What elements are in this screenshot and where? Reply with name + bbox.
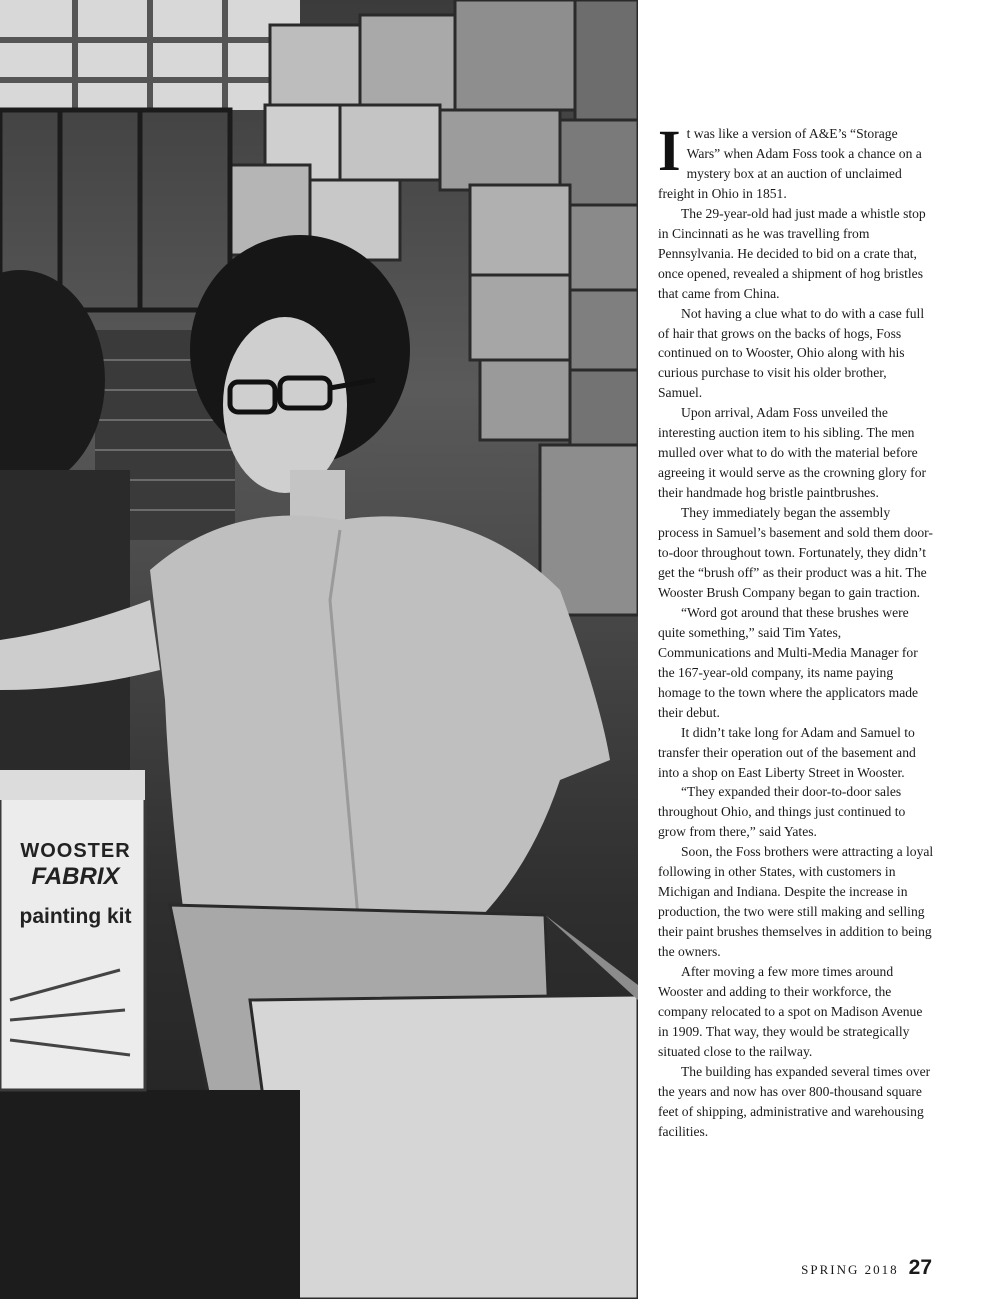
issue-season: SPRING 2018 [801,1262,899,1277]
kit-box-brand: WOOSTER [20,840,131,862]
article-paragraph: Upon arrival, Adam Foss unveiled the interesting auction item to his sibling. The men mulled over what to do with the material before agreeing it would serve as the crowning glory for their handmade hog bristle paintbrushes. [658,405,927,501]
page-folio [801,1256,932,1282]
article-paragraph: The building has expanded several times over the years and now has over 800-thousand square feet of shipping, administrative and warehousing facilities. [658,1063,931,1139]
article-paragraph: Not having a clue what to do with a case full of hair that grows on the backs of hogs, Foss continued on to Wooster, Ohio along with his curious purchase to visit his older brother, Samuel. [658,305,925,401]
kit-box-label [8,840,143,929]
kit-box-product: FABRIX [31,863,120,890]
article-paragraph: The 29-year-old had just made a whistle stop in Cincinnati as he was travelling from Pennsylvania. He decided to bid on a crate that, once opened, revealed a shipment of hog bristles that came from China. [658,205,926,301]
article-paragraph: Soon, the Foss brothers were attracting a loyal following in other States, with customers in Michigan and Indiana. Despite the increase in production, the two were still making and selling their paint brushes themselves in addition to being the owners. [658,844,934,960]
article-paragraph: “They expanded their door-to-door sales throughout Ohio, and things just continued to grow from there,” said Yates. [658,784,906,840]
article-paragraph: They immediately began the assembly process in Samuel’s basement and sold them door-to-door throughout town. Fortunately, they didn’t get the “brush off” as their product was a hit. The Wooster Brush Company began to gain traction. [658,505,933,600]
article-paragraph: “Word got around that these brushes were quite something,” said Tim Yates, Communications and Multi-Media Manager for the 167-year-old company, its name paying homage to the town where the applicators made their debut. [658,604,919,720]
drop-cap: I [658,118,681,183]
article-paragraph [658,118,934,204]
kit-box-subtitle: painting kit [19,905,132,928]
page-number: 27 [908,1256,932,1279]
paragraph-text: t was like a version of A&E’s “Storage Wars” when Adam Foss took a chance on a mystery box at an auction of unclaimed freight in Ohio in 1851. [658,126,922,201]
article-body [658,118,934,1142]
article-paragraph: It didn’t take long for Adam and Samuel to transfer their operation out of the basement and into a shop on East Liberty Street in Wooster. [658,724,916,780]
article-paragraph: After moving a few more times around Wooster and adding to their workforce, the company relocated to a spot on Madison Avenue in 1909. That way, they would be strategically situated close to the railway. [658,964,923,1059]
